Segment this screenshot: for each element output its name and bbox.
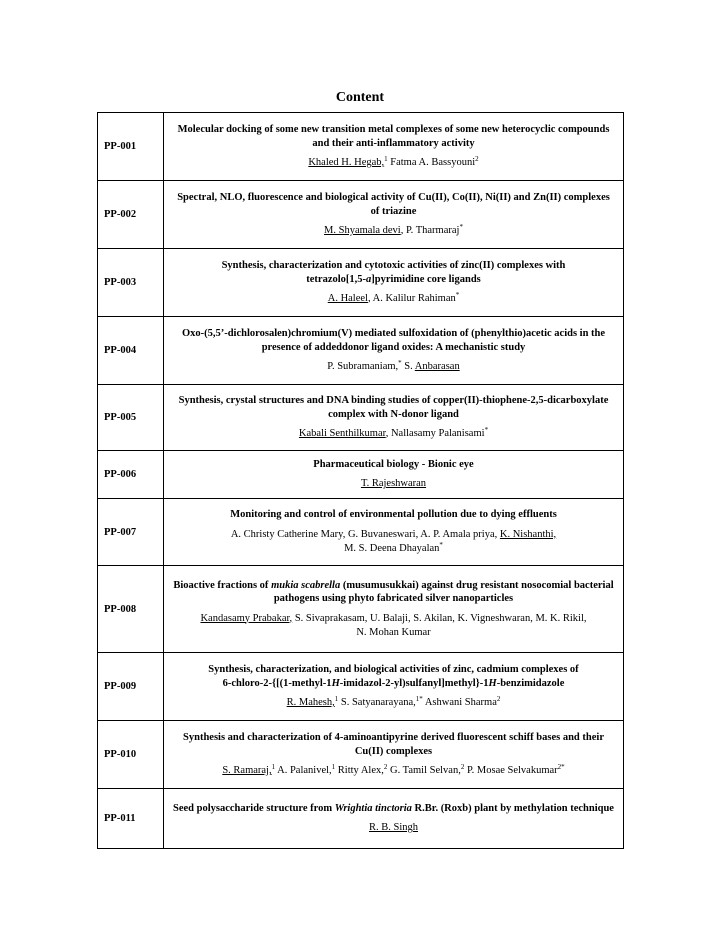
poster-code: PP-001 bbox=[98, 113, 164, 181]
table-row bbox=[98, 789, 624, 849]
text-run: S. bbox=[401, 361, 415, 372]
entry-cell bbox=[164, 113, 624, 181]
affiliation-mark: 2 bbox=[460, 763, 465, 771]
paper-title bbox=[172, 123, 615, 150]
affiliation-mark: * bbox=[455, 291, 460, 299]
affiliation-mark: 2 bbox=[383, 763, 388, 771]
presenting-author: K. Nishanthi, bbox=[499, 528, 557, 540]
paper-title bbox=[172, 731, 615, 758]
affiliation-mark: * bbox=[484, 426, 489, 434]
poster-code: PP-007 bbox=[98, 499, 164, 566]
affiliation-mark: 2 bbox=[475, 155, 479, 163]
affiliation-mark: 1* bbox=[415, 695, 423, 703]
text-run: P. Mosae Selvakumar bbox=[464, 765, 558, 776]
poster-code: PP-010 bbox=[98, 721, 164, 789]
paper-title bbox=[172, 508, 615, 522]
table-row bbox=[98, 113, 624, 181]
text-run: Spectral, NLO, fluorescence and biological activity of Cu(II), Co(II), Ni(II) and Zn(II) complexes of triazine bbox=[177, 192, 610, 217]
poster-code: PP-008 bbox=[98, 566, 164, 653]
author-list bbox=[172, 292, 615, 306]
entry-cell bbox=[164, 385, 624, 451]
paper-title bbox=[172, 394, 615, 421]
poster-code: PP-006 bbox=[98, 451, 164, 499]
text-run: R.Br. (Roxb) plant by methylation technique bbox=[411, 802, 614, 814]
text-run: P. Subramaniam, bbox=[327, 361, 399, 372]
affiliation-mark: * bbox=[459, 223, 463, 231]
author-list bbox=[172, 360, 615, 374]
affiliation-mark: * bbox=[439, 540, 443, 549]
poster-code: PP-005 bbox=[98, 385, 164, 451]
page-heading: Content bbox=[335, 90, 385, 105]
entry-cell bbox=[164, 566, 624, 653]
affiliation-mark: 1 bbox=[334, 695, 339, 703]
text-run: Monitoring and control of environmental pollution due to dying effluents bbox=[230, 509, 557, 521]
text-run: -benzimidazole bbox=[496, 677, 565, 689]
author-list bbox=[172, 528, 615, 556]
presenting-author: M. Shyamala devi bbox=[324, 225, 401, 236]
text-run: Molecular docking of some new transition metal complexes of some new heterocyclic compounds and their anti-inflammatory activity bbox=[177, 124, 610, 149]
table-row bbox=[98, 385, 624, 451]
presenting-author: Khaled H. Hegab, bbox=[308, 157, 385, 168]
text-run: S. Sivaprakasam, U. Balaji, S. Akilan, K. Vigneshwaran, M. K. Rikil, bbox=[292, 612, 587, 624]
table-row bbox=[98, 721, 624, 789]
paper-title bbox=[172, 191, 615, 218]
affiliation-mark: * bbox=[398, 359, 402, 367]
affiliation-mark: 2* bbox=[557, 763, 565, 771]
text-run: Synthesis, characterization and cytotoxic activities of zinc(II) complexes with bbox=[221, 260, 566, 271]
presenting-author: R. Mahesh, bbox=[286, 697, 335, 708]
presenting-author: T. Rajeshwaran bbox=[360, 478, 427, 490]
author-list bbox=[172, 764, 615, 778]
text-run: , P. Tharmaraj bbox=[400, 225, 460, 236]
entry-cell bbox=[164, 181, 624, 249]
entry-cell bbox=[164, 249, 624, 317]
author-list bbox=[172, 156, 615, 170]
paper-title bbox=[172, 259, 615, 286]
author-list bbox=[172, 612, 615, 640]
entry-cell bbox=[164, 789, 624, 849]
presenting-author: R. B. Singh bbox=[368, 822, 418, 834]
poster-code: PP-003 bbox=[98, 249, 164, 317]
poster-code: PP-002 bbox=[98, 181, 164, 249]
text-run: M. S. Deena Dhayalan bbox=[344, 542, 440, 554]
text-run: A. Palanivel, bbox=[275, 765, 332, 776]
text-run: Wrightia tinctoria bbox=[334, 802, 412, 814]
text-run: ]pyrimidine core ligands bbox=[371, 273, 481, 285]
table-row bbox=[98, 451, 624, 499]
table-row bbox=[98, 249, 624, 317]
table-row bbox=[98, 653, 624, 721]
entry-cell bbox=[164, 721, 624, 789]
text-run: Pharmaceutical biology - Bionic eye bbox=[313, 458, 474, 470]
text-run: , Nallasamy Palanisami bbox=[385, 428, 485, 439]
table-row bbox=[98, 317, 624, 385]
presenting-author: Anbarasan bbox=[414, 361, 460, 372]
text-run: S. Satyanarayana, bbox=[338, 697, 416, 708]
author-list bbox=[172, 821, 615, 835]
text-run: 6-chloro-2-{[(1-methyl-1 bbox=[222, 677, 332, 689]
paper-title bbox=[172, 458, 615, 472]
paper-title bbox=[172, 579, 615, 606]
poster-code: PP-004 bbox=[98, 317, 164, 385]
text-run: Synthesis, crystal structures and DNA binding studies of copper(II)-thiophene-2,5-dicarboxylate complex with N-donor ligand bbox=[178, 395, 609, 420]
affiliation-mark: 1 bbox=[271, 763, 276, 771]
presenting-author: Kabali Senthilkumar bbox=[298, 428, 386, 439]
text-run: mukia scabrella bbox=[271, 579, 341, 591]
poster-code: PP-009 bbox=[98, 653, 164, 721]
text-run: H bbox=[331, 677, 340, 689]
presenting-author: Kandasamy Prabakar, bbox=[200, 612, 293, 624]
entry-cell bbox=[164, 653, 624, 721]
affiliation-mark: 1 bbox=[331, 763, 336, 771]
affiliation-mark: 1 bbox=[384, 155, 388, 163]
author-list bbox=[172, 427, 615, 441]
text-run: -imidazol-2-yl)sulfanyl]methyl}-1 bbox=[339, 677, 489, 689]
table-row bbox=[98, 499, 624, 566]
text-run: Seed polysaccharide structure from bbox=[173, 802, 335, 814]
text-run: Oxo-(5,5’-dichlorosalen)chromium(V) mediated sulfoxidation of (phenylthio)acetic acids in the presence of addeddonor ligand oxides: A mechanistic study bbox=[181, 328, 606, 353]
text-run: G. Tamil Selvan, bbox=[387, 765, 461, 776]
entry-cell bbox=[164, 451, 624, 499]
paper-title bbox=[172, 663, 615, 690]
text-run: (musumusukkai) against drug resistant nosocomial bacterial pathogens using phyto fabricated silver nanoparticles bbox=[273, 579, 614, 604]
text-run: tetrazolo[1,5- bbox=[306, 273, 367, 285]
poster-code: PP-011 bbox=[98, 789, 164, 849]
text-run: Ritty Alex, bbox=[335, 765, 384, 776]
presenting-author: A. Haleel bbox=[327, 293, 368, 304]
paper-title bbox=[172, 327, 615, 354]
text-run: Synthesis and characterization of 4-aminoantipyrine derived fluorescent schiff bases and their Cu(II) complexes bbox=[183, 732, 604, 757]
text-run: Ashwani Sharma bbox=[422, 697, 497, 708]
text-run: N. Mohan Kumar bbox=[356, 626, 431, 638]
text-run: Bioactive fractions of bbox=[173, 579, 272, 591]
author-list bbox=[172, 224, 615, 238]
author-list bbox=[172, 477, 615, 491]
author-list bbox=[172, 696, 615, 710]
text-run: Fatma A. Bassyouni bbox=[387, 157, 476, 168]
text-run: , A. Kalilur Rahiman bbox=[367, 293, 456, 304]
text-run: H bbox=[488, 677, 497, 689]
paper-title bbox=[172, 802, 615, 816]
affiliation-mark: 2 bbox=[496, 695, 501, 703]
entry-cell bbox=[164, 499, 624, 566]
table-row bbox=[98, 181, 624, 249]
presenting-author: S. Ramaraj, bbox=[222, 765, 272, 776]
table-row bbox=[98, 566, 624, 653]
contents-table bbox=[97, 112, 624, 849]
entry-cell bbox=[164, 317, 624, 385]
text-run: Synthesis, characterization, and biological activities of zinc, cadmium complexes of bbox=[208, 664, 579, 675]
text-run: A. Christy Catherine Mary, G. Buvaneswari, A. P. Amala priya, bbox=[230, 528, 500, 540]
text-run: a bbox=[366, 273, 372, 285]
